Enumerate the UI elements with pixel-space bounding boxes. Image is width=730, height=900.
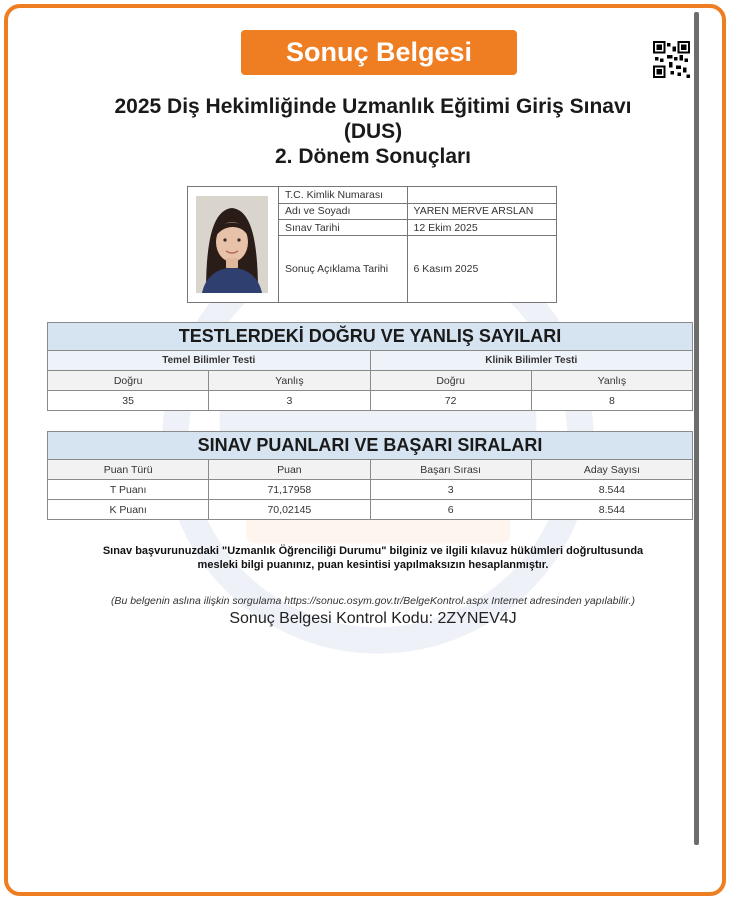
- t1-correct-header: Doğru: [48, 371, 209, 391]
- info-note: [38, 544, 708, 572]
- score-value: 71,17958: [209, 480, 370, 500]
- score-type: T Puanı: [48, 480, 209, 500]
- t2-correct-header: Doğru: [370, 371, 531, 391]
- name-label: Adı ve Soyadı: [279, 203, 407, 219]
- rank-value: 3: [370, 480, 531, 500]
- photo-cell: [188, 187, 279, 302]
- t1-wrong-value: 3: [209, 391, 370, 411]
- scores-table: [47, 431, 693, 520]
- title-line-3: 2. Dönem Sonuçları: [274, 145, 472, 168]
- test1-name: Temel Bilimler Testi: [48, 351, 371, 371]
- scores-heading: SINAV PUANLARI VE BAŞARI SIRALARI: [48, 432, 693, 460]
- col-rank: Başarı Sırası: [370, 460, 531, 480]
- t1-correct-value: 35: [48, 391, 209, 411]
- rank-value: 6: [370, 500, 531, 520]
- exam-date-value: 12 Ekim 2025: [407, 220, 556, 236]
- table-row: [48, 480, 693, 500]
- col-score-type: Puan Türü: [48, 460, 209, 480]
- col-candidates: Aday Sayısı: [531, 460, 692, 480]
- result-date-label: Sonuç Açıklama Tarihi: [279, 236, 407, 302]
- title-line-1: 2025 Diş Hekimliğinde Uzmanlık Eğitimi Giriş Sınavı: [114, 95, 632, 118]
- counts-heading: TESTLERDEKİ DOĞRU VE YANLIŞ SAYILARI: [48, 323, 693, 351]
- qr-code-icon: [653, 41, 690, 78]
- table-row: [48, 500, 693, 520]
- document-frame: [4, 4, 726, 896]
- candidate-info-box: [187, 186, 557, 303]
- verification-query-text: (Bu belgenin aslına ilişkin sorgulama https://sonuc.osym.gov.tr/BelgeKontrol.aspx Internet adresinden yapılabilir.): [110, 595, 636, 607]
- control-code: Sonuç Belgesi Kontrol Kodu: 2ZYNEV4J: [229, 610, 517, 627]
- candidate-info-table: [279, 187, 556, 302]
- note-line-2: mesleki bilgi puanınız, puan kesintisi yapılmaksızın hesaplanmıştır.: [197, 559, 549, 571]
- note-line-1: Sınav başvurunuzdaki "Uzmanlık Öğrenciliği Durumu" bilginiz ve ilgili kılavuz hükümleri doğrultusunda: [102, 545, 644, 557]
- title-line-2: (DUS): [343, 120, 403, 143]
- candidate-photo: [196, 196, 268, 293]
- name-value: YAREN MERVE ARSLAN: [407, 203, 556, 219]
- candidates-value: 8.544: [531, 500, 692, 520]
- t2-wrong-value: 8: [531, 391, 692, 411]
- id-value: [407, 187, 556, 203]
- id-label: T.C. Kimlik Numarası: [279, 187, 407, 203]
- test2-name: Klinik Bilimler Testi: [370, 351, 693, 371]
- t2-wrong-header: Yanlış: [531, 371, 692, 391]
- result-date-value: 6 Kasım 2025: [407, 236, 556, 302]
- t1-wrong-header: Yanlış: [209, 371, 370, 391]
- page-badge: Sonuç Belgesi: [241, 30, 517, 75]
- score-value: 70,02145: [209, 500, 370, 520]
- counts-table: [47, 322, 693, 411]
- score-type: K Puanı: [48, 500, 209, 520]
- document-title: [48, 94, 698, 169]
- exam-date-label: Sınav Tarihi: [279, 220, 407, 236]
- scrollbar[interactable]: [694, 12, 699, 845]
- candidates-value: 8.544: [531, 480, 692, 500]
- col-score: Puan: [209, 460, 370, 480]
- t2-correct-value: 72: [370, 391, 531, 411]
